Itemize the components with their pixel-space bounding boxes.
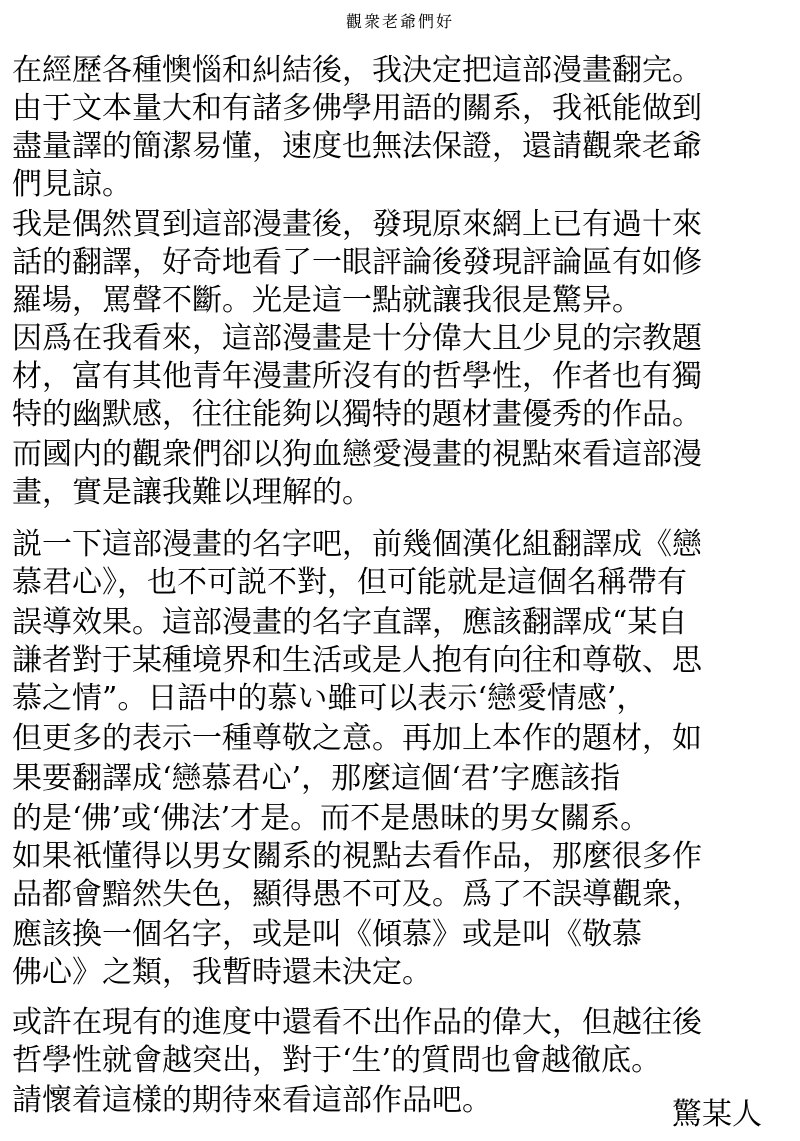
text-line: 誤導效果。這部漫畫的名字直譯，應該翻譯成“某自 — [12, 605, 688, 640]
text-line: 盡量譯的簡潔易懂，速度也無法保證，還請觀衆老爺 — [12, 129, 702, 164]
text-line: 如果衹懂得以男女關系的視點去看作品，那麼很多作 — [12, 839, 702, 874]
text-line: 請懷着這樣的期待來看這部作品吧。 — [12, 1083, 492, 1118]
text-line: 的是‘佛’或‘佛法’才是。而不是愚昧的男女關系。 — [12, 801, 651, 836]
text-line: 特的幽默感，往往能夠以獨特的題材畫優秀的作品。 — [12, 397, 702, 432]
text-line: 話的翻譯，好奇地看了一眼評論後發現評論區有如修 — [12, 245, 702, 280]
text-line: 果要翻譯成‘戀慕君心’，那麼這個‘君’字應該指 — [12, 761, 621, 796]
text-line: 説一下這部漫畫的名字吧，前幾個漢化組翻譯成《戀 — [12, 527, 702, 562]
text-line: 我是偶然買到這部漫畫後，發現原來網上已有過十來 — [12, 207, 702, 242]
text-line: 而國内的觀衆們卻以狗血戀愛漫畫的視點來看這部漫 — [12, 437, 702, 472]
text-line: 由于文本量大和有諸多佛學用語的關系，我衹能做到 — [12, 91, 702, 126]
text-line: 材，富有其他青年漫畫所沒有的哲學性，作者也有獨 — [12, 359, 702, 394]
signature: 驚某人 — [672, 1097, 762, 1132]
text-line: 畫，實是讓我難以理解的。 — [12, 475, 372, 510]
text-line: 慕君心》，也不可説不對，但可能就是這個名稱帶有 — [12, 565, 687, 600]
text-line: 應該換一個名字，或是叫《傾慕》或是叫《敬慕 — [12, 917, 642, 952]
text-line: 佛心》之類，我暫時還未決定。 — [12, 955, 432, 990]
text-line: 或許在現有的進度中還看不出作品的偉大，但越往後 — [12, 1005, 702, 1040]
text-line: 羅場，罵聲不斷。光是這一點就讓我很是驚异。 — [12, 283, 642, 318]
text-line: 慕之情”。日語中的慕い雖可以表示‘戀愛情感’， — [12, 681, 647, 716]
page-title: 觀衆老爺們好 — [345, 12, 454, 31]
text-line: 因爲在我看來，這部漫畫是十分偉大且少見的宗教題 — [12, 321, 702, 356]
text-line: 們見諒。 — [12, 167, 132, 202]
text-line: 在經歷各種懊惱和糾結後，我決定把這部漫畫翻完。 — [12, 53, 702, 88]
text-line: 哲學性就會越突出，對于‘生’的質問也會越徹底。 — [12, 1043, 662, 1078]
text-line: 謙者對于某種境界和生活或是人抱有向往和尊敬、思 — [12, 643, 702, 678]
text-line: 品都會黯然失色，顯得愚不可及。爲了不誤導觀衆， — [12, 877, 702, 912]
text-line: 但更多的表示一種尊敬之意。再加上本作的題材，如 — [12, 721, 702, 756]
